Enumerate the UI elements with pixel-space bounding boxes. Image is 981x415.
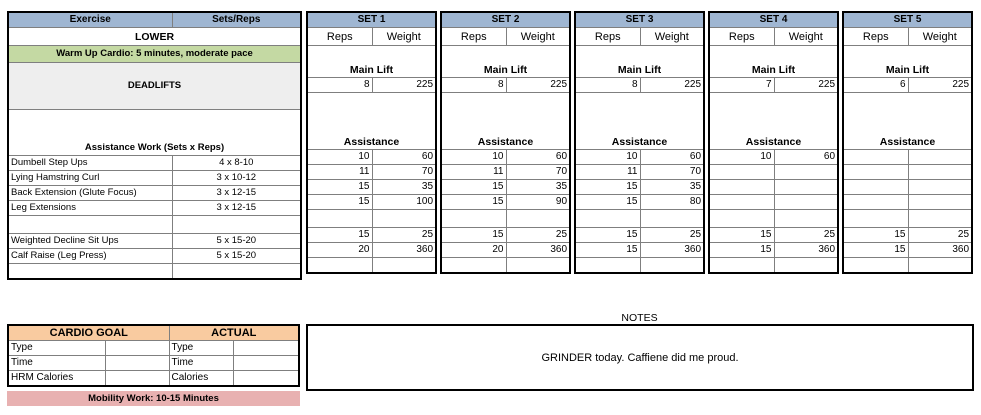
table-row	[307, 258, 436, 274]
weight-label: Weight	[908, 28, 972, 46]
reps-cell[interactable]: 15	[843, 228, 908, 243]
reps-cell[interactable]	[709, 195, 774, 210]
weight-cell[interactable]: 25	[640, 228, 704, 243]
reps-cell[interactable]: 15	[709, 243, 774, 258]
weight-label: Weight	[372, 28, 436, 46]
reps-label: Reps	[307, 28, 372, 46]
goal-label: Time	[8, 356, 105, 371]
main-lift-label: Main Lift	[441, 46, 570, 78]
set-table-5	[842, 11, 973, 274]
reps-cell[interactable]: 15	[709, 228, 774, 243]
main-reps-cell[interactable]: 6	[843, 78, 908, 93]
table-row	[843, 150, 972, 165]
table-row	[441, 165, 570, 180]
table-row	[843, 195, 972, 210]
table-row	[575, 243, 704, 258]
table-row	[8, 186, 301, 201]
table-row	[8, 371, 299, 387]
reps-cell[interactable]	[843, 210, 908, 228]
reps-cell[interactable]: 10	[307, 150, 372, 165]
table-row	[709, 228, 838, 243]
exercise-scheme: 4 x 8-10	[172, 156, 301, 171]
reps-cell[interactable]: 15	[441, 228, 506, 243]
reps-cell[interactable]	[843, 165, 908, 180]
exercise-scheme	[172, 264, 301, 280]
weight-cell[interactable]	[774, 195, 838, 210]
reps-cell[interactable]: 10	[709, 150, 774, 165]
reps-cell[interactable]	[441, 258, 506, 274]
table-row	[307, 195, 436, 210]
table-row	[843, 258, 972, 274]
actual-value[interactable]	[233, 341, 299, 356]
set-table-2	[440, 11, 571, 274]
reps-cell[interactable]: 15	[575, 228, 640, 243]
table-row	[8, 216, 301, 234]
reps-cell[interactable]: 15	[575, 195, 640, 210]
set-title: SET 1	[307, 12, 436, 28]
weight-cell[interactable]	[908, 165, 972, 180]
weight-cell[interactable]	[640, 258, 704, 274]
reps-cell[interactable]	[709, 210, 774, 228]
weight-cell[interactable]	[372, 258, 436, 274]
weight-label: Weight	[640, 28, 704, 46]
exercise-name: Dumbell Step Ups	[8, 156, 172, 171]
actual-value[interactable]	[233, 371, 299, 387]
spacer	[575, 93, 704, 108]
goal-value[interactable]	[105, 356, 169, 371]
table-row	[8, 249, 301, 264]
table-row	[441, 195, 570, 210]
assistance-label: Assistance	[307, 107, 436, 150]
goal-label: Type	[8, 341, 105, 356]
assistance-label: Assistance	[441, 107, 570, 150]
weight-cell[interactable]	[774, 258, 838, 274]
table-row	[307, 165, 436, 180]
reps-cell[interactable]	[575, 210, 640, 228]
weight-cell[interactable]: 80	[640, 195, 704, 210]
weight-cell[interactable]	[908, 258, 972, 274]
table-row	[441, 228, 570, 243]
weight-cell[interactable]: 100	[372, 195, 436, 210]
exercise-scheme: 5 x 15-20	[172, 249, 301, 264]
reps-cell[interactable]	[441, 210, 506, 228]
exercise-name: Lying Hamstring Curl	[8, 171, 172, 186]
weight-cell[interactable]: 70	[506, 165, 570, 180]
weight-cell[interactable]	[908, 180, 972, 195]
exercise-table	[7, 11, 302, 280]
table-row	[575, 180, 704, 195]
reps-cell[interactable]: 11	[307, 165, 372, 180]
exercise-scheme	[172, 216, 301, 234]
weight-cell[interactable]: 360	[774, 243, 838, 258]
weight-cell[interactable]	[506, 210, 570, 228]
cardio-table	[7, 324, 300, 387]
weight-cell[interactable]: 360	[506, 243, 570, 258]
reps-cell[interactable]	[307, 210, 372, 228]
table-row	[441, 243, 570, 258]
weight-cell[interactable]: 60	[774, 150, 838, 165]
reps-cell[interactable]	[307, 258, 372, 274]
actual-label: Time	[169, 356, 233, 371]
reps-cell[interactable]: 15	[575, 243, 640, 258]
spacer	[307, 93, 436, 108]
table-row	[709, 165, 838, 180]
main-lift-label: Main Lift	[843, 46, 972, 78]
spacer	[709, 93, 838, 108]
main-reps-cell[interactable]: 7	[709, 78, 774, 93]
main-lift-label: Main Lift	[307, 46, 436, 78]
table-row	[709, 243, 838, 258]
table-row	[8, 156, 301, 171]
reps-cell[interactable]: 15	[441, 195, 506, 210]
weight-cell[interactable]: 35	[372, 180, 436, 195]
table-row	[575, 258, 704, 274]
goal-value[interactable]	[105, 341, 169, 356]
reps-cell[interactable]: 10	[441, 150, 506, 165]
reps-cell[interactable]: 10	[575, 150, 640, 165]
reps-label: Reps	[575, 28, 640, 46]
notes-text: GRINDER today. Caffiene did me proud.	[541, 351, 739, 364]
table-row	[575, 195, 704, 210]
main-reps-cell[interactable]: 8	[441, 78, 506, 93]
weight-cell[interactable]	[640, 210, 704, 228]
cardio-goal-header: CARDIO GOAL	[8, 325, 169, 341]
weight-cell[interactable]: 360	[908, 243, 972, 258]
exercise-name: Weighted Decline Sit Ups	[8, 234, 172, 249]
actual-label: Type	[169, 341, 233, 356]
assistance-label: Assistance	[843, 107, 972, 150]
warmup-banner: Warm Up Cardio: 5 minutes, moderate pace	[8, 46, 301, 63]
reps-cell[interactable]	[843, 180, 908, 195]
spacer	[843, 93, 972, 108]
table-row	[307, 243, 436, 258]
weight-cell[interactable]: 90	[506, 195, 570, 210]
reps-cell[interactable]	[709, 165, 774, 180]
table-row	[575, 150, 704, 165]
weight-cell[interactable]: 25	[908, 228, 972, 243]
weight-cell[interactable]: 25	[774, 228, 838, 243]
table-row	[709, 150, 838, 165]
reps-cell[interactable]: 15	[575, 180, 640, 195]
table-row	[843, 228, 972, 243]
sets-reps-header: Sets/Reps	[172, 12, 301, 28]
spacer	[441, 93, 570, 108]
reps-cell[interactable]	[709, 180, 774, 195]
weight-cell[interactable]: 60	[506, 150, 570, 165]
table-row	[8, 201, 301, 216]
main-weight-cell[interactable]: 225	[774, 78, 838, 93]
header-row	[8, 12, 301, 28]
mobility-banner: Mobility Work: 10-15 Minutes	[7, 391, 300, 406]
table-row	[575, 165, 704, 180]
day-label: LOWER	[8, 28, 301, 46]
reps-cell[interactable]: 15	[307, 228, 372, 243]
table-row	[843, 165, 972, 180]
actual-label: Calories	[169, 371, 233, 387]
main-reps-cell[interactable]: 8	[307, 78, 372, 93]
table-row	[843, 210, 972, 228]
weight-cell[interactable]	[908, 150, 972, 165]
weight-cell[interactable]	[774, 180, 838, 195]
reps-cell[interactable]: 15	[441, 180, 506, 195]
reps-label: Reps	[441, 28, 506, 46]
exercise-name	[8, 264, 172, 280]
weight-cell[interactable]: 60	[372, 150, 436, 165]
reps-label: Reps	[843, 28, 908, 46]
weight-cell[interactable]: 25	[372, 228, 436, 243]
goal-value[interactable]	[105, 371, 169, 387]
weight-cell[interactable]: 70	[372, 165, 436, 180]
weight-cell[interactable]: 70	[640, 165, 704, 180]
main-weight-cell[interactable]: 225	[506, 78, 570, 93]
weight-cell[interactable]: 360	[640, 243, 704, 258]
actual-value[interactable]	[233, 356, 299, 371]
set-table-4	[708, 11, 839, 274]
weight-cell[interactable]	[908, 210, 972, 228]
set-table-3	[574, 11, 705, 274]
weight-cell[interactable]	[506, 258, 570, 274]
exercise-name	[8, 216, 172, 234]
reps-label: Reps	[709, 28, 774, 46]
exercise-scheme: 3 x 12-15	[172, 186, 301, 201]
goal-label: HRM Calories	[8, 371, 105, 387]
main-weight-cell[interactable]: 225	[372, 78, 436, 93]
set-title: SET 2	[441, 12, 570, 28]
weight-cell[interactable]: 35	[506, 180, 570, 195]
exercise-name: Back Extension (Glute Focus)	[8, 186, 172, 201]
table-row	[575, 210, 704, 228]
reps-cell[interactable]: 15	[307, 195, 372, 210]
reps-cell[interactable]	[575, 258, 640, 274]
table-row	[843, 243, 972, 258]
weight-label: Weight	[774, 28, 838, 46]
weight-cell[interactable]: 60	[640, 150, 704, 165]
table-row	[8, 171, 301, 186]
assistance-label: Assistance	[709, 107, 838, 150]
assistance-label: Assistance	[575, 107, 704, 150]
weight-cell[interactable]	[774, 165, 838, 180]
table-row	[709, 195, 838, 210]
table-row	[441, 180, 570, 195]
reps-cell[interactable]: 15	[307, 180, 372, 195]
set-table-1	[306, 11, 437, 274]
weight-cell[interactable]	[774, 210, 838, 228]
table-row	[441, 258, 570, 274]
weight-cell[interactable]	[372, 210, 436, 228]
table-row	[843, 180, 972, 195]
main-lift-label: Main Lift	[575, 46, 704, 78]
table-row	[441, 210, 570, 228]
set-title: SET 5	[843, 12, 972, 28]
table-row	[709, 258, 838, 274]
reps-cell[interactable]	[843, 258, 908, 274]
table-row	[8, 234, 301, 249]
exercise-scheme: 3 x 12-15	[172, 201, 301, 216]
table-row	[307, 180, 436, 195]
reps-cell[interactable]	[843, 195, 908, 210]
notes-title: NOTES	[621, 312, 658, 324]
exercise-scheme: 5 x 15-20	[172, 234, 301, 249]
main-reps-cell[interactable]: 8	[575, 78, 640, 93]
reps-cell[interactable]: 11	[575, 165, 640, 180]
exercise-name: Leg Extensions	[8, 201, 172, 216]
reps-cell[interactable]: 20	[307, 243, 372, 258]
table-row	[709, 180, 838, 195]
table-row	[307, 210, 436, 228]
reps-cell[interactable]	[709, 258, 774, 274]
table-row	[441, 150, 570, 165]
table-row	[575, 228, 704, 243]
weight-cell[interactable]	[908, 195, 972, 210]
weight-cell[interactable]: 360	[372, 243, 436, 258]
set-title: SET 4	[709, 12, 838, 28]
weight-label: Weight	[506, 28, 570, 46]
reps-cell[interactable]	[843, 150, 908, 165]
reps-cell[interactable]: 11	[441, 165, 506, 180]
table-row	[8, 264, 301, 280]
weight-cell[interactable]: 35	[640, 180, 704, 195]
table-row	[307, 150, 436, 165]
table-row	[8, 341, 299, 356]
exercise-name: Calf Raise (Leg Press)	[8, 249, 172, 264]
main-lift-name: DEADLIFTS	[8, 63, 301, 110]
table-row	[307, 228, 436, 243]
main-lift-label: Main Lift	[709, 46, 838, 78]
set-title: SET 3	[575, 12, 704, 28]
reps-cell[interactable]: 15	[843, 243, 908, 258]
reps-cell[interactable]: 20	[441, 243, 506, 258]
weight-cell[interactable]: 25	[506, 228, 570, 243]
table-row	[709, 210, 838, 228]
assistance-title: Assistance Work (Sets x Reps)	[8, 110, 301, 156]
exercise-header: Exercise	[8, 12, 172, 28]
notes-box[interactable]	[306, 324, 974, 391]
cardio-actual-header: ACTUAL	[169, 325, 299, 341]
exercise-scheme: 3 x 10-12	[172, 171, 301, 186]
table-row	[8, 356, 299, 371]
main-weight-cell[interactable]: 225	[640, 78, 704, 93]
main-weight-cell[interactable]: 225	[908, 78, 972, 93]
